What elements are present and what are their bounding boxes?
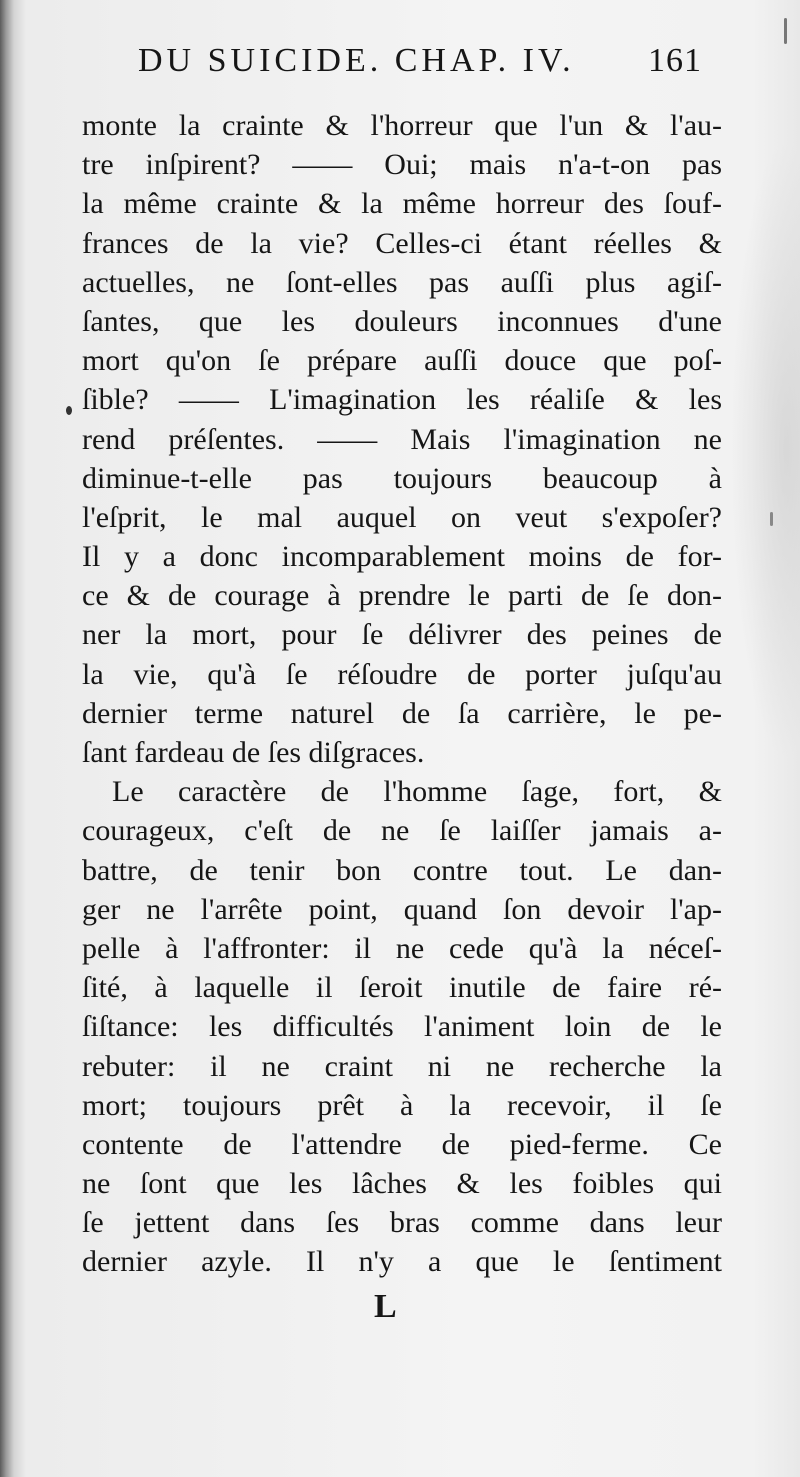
text-line: pelle à l'affronter: il ne cede qu'à la néceſ- [82,931,722,965]
text-line: la vie, qu'à ſe réſoudre de porter juſqu'au [82,657,722,691]
ink-speck [784,18,787,44]
page-number: 161 [648,42,702,79]
text-line: dernier azyle. Il n'y a que le ſentiment [82,1245,722,1279]
ink-speck [770,512,773,526]
text-line: courageux, c'eſt de ne ſe laiſſer jamais a- [82,814,722,848]
text-line: contente de l'attendre de pied-ferme. Ce [82,1127,722,1161]
page-header [138,42,702,96]
text-line: mort; toujours prêt à la recevoir, il ſe [82,1088,722,1122]
text-line: la même crainte & la même horreur des ſouf- [82,187,722,221]
text-line: diminue-t-elle pas toujours beaucoup à [82,461,722,495]
text-line: monte la crainte & l'horreur que l'un & l'au- [82,109,722,142]
text-line: ſité, à laquelle il ſeroit inutile de faire ré- [82,971,722,1005]
body-text [82,106,722,1282]
text-line: ſe jettent dans ſes bras comme dans leur [82,1206,722,1240]
text-line: l'eſprit, le mal auquel on veut s'expoſer? [82,500,722,534]
paper-stain [730,140,800,760]
text-line: Il y a donc incomparablement moins de for- [82,540,722,574]
text-line: ger ne l'arrête point, quand ſon devoir l'ap- [82,892,722,926]
text-line: ſiſtance: les difficultés l'animent loin de le [82,1010,722,1044]
text-line: tre inſpirent? —— Oui; mais n'a-t-on pas [82,148,722,182]
text-line: dernier terme naturel de ſa carrière, le pe- [82,696,722,730]
text-line: ne ſont que les lâches & les foibles qui [82,1167,722,1201]
text-line: battre, de tenir bon contre tout. Le dan- [82,853,722,887]
text-line: actuelles, ne ſont-elles pas auſſi plus agiſ- [82,265,722,299]
text-line: ce & de courage à prendre le parti de ſe don- [82,579,722,613]
text-line: rebuter: il ne craint ni ne recherche la [82,1049,722,1083]
text-line: ner la mort, pour ſe délivrer des peines de [82,618,722,652]
text-line: mort qu'on ſe prépare auſſi douce que poſ- [82,344,722,378]
text-line: ſantes, que les douleurs inconnues d'une [82,304,722,338]
running-head: DU SUICIDE. CHAP. IV. [138,42,575,79]
text-line: frances de la vie? Celles-ci étant réelles & [82,226,722,260]
text-line: ſible? —— L'imagination les réaliſe & les [82,383,722,417]
signature-mark: L [374,1288,397,1325]
ink-speck [66,406,72,415]
paragraph-first-line: Le caractère de l'homme ſage, fort, & [112,775,722,809]
text-line: rend préſentes. —— Mais l'imagination ne [82,422,722,456]
text-line: ſant fardeau de ſes diſgraces. [82,736,425,769]
